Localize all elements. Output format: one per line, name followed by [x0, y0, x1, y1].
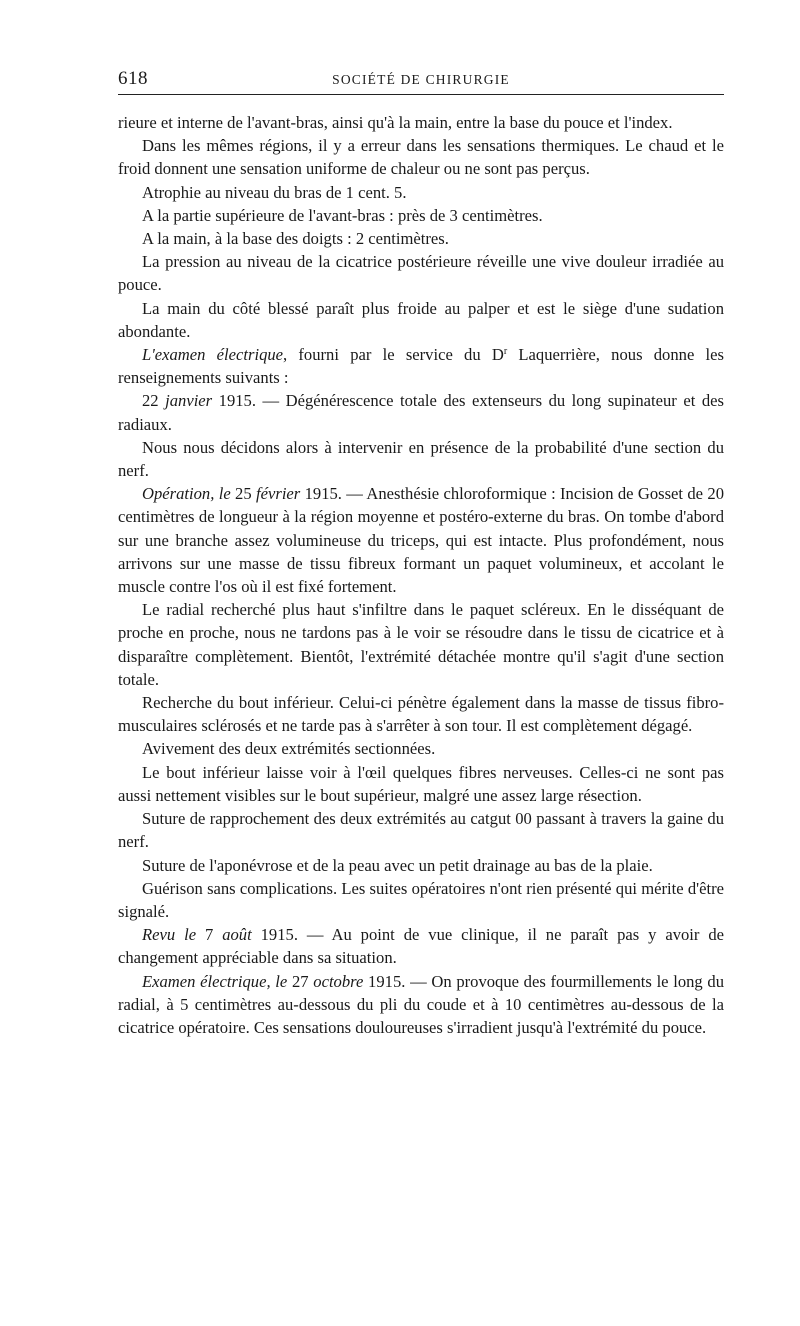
paragraph: La pression au niveau de la cicatrice postérieure réveille une vive douleur irradiée au pouce.: [118, 252, 724, 295]
journal-title: SOCIÉTÉ DE CHIRURGIE: [332, 72, 510, 87]
paragraph: A la partie supérieure de l'avant-bras : près de 3 centimètres.: [142, 205, 543, 225]
paragraph: La main du côté blessé paraît plus froide au palper et est le siège d'une sudation abondante.: [118, 298, 724, 341]
paragraph-electrical-exam-2: [118, 970, 724, 1040]
paragraph-january: [118, 389, 724, 435]
date-month: août: [222, 925, 252, 945]
paragraph-operation: [118, 482, 724, 598]
paragraph: Recherche du bout inférieur. Celui-ci pénètre également dans la masse de tissus fibro-musculaires sclérosés et ne tarde pas à s'arrêter à son tour. Il est complètement dégagé.: [118, 693, 724, 736]
text-run: 1915. — Dégénérescence totale des extenseurs du long supinateur et des radiaux.: [118, 391, 724, 434]
body-text: [118, 111, 724, 1039]
paragraph: rieure et interne de l'avant-bras, ainsi qu'à la main, entre la base du pouce et l'index.: [118, 113, 673, 132]
paragraph: Guérison sans complications. Les suites opératoires n'ont rien présenté qui mérite d'être signalé.: [118, 878, 724, 921]
date-month: janvier: [165, 391, 213, 411]
date-month: octobre: [313, 971, 364, 991]
text-run: Laquerrière, nous donne les renseignements suivants :: [118, 345, 724, 388]
date-number: 22: [142, 391, 166, 411]
paragraph: Suture de l'aponévrose et de la peau avec un petit drainage au bas de la plaie.: [142, 855, 653, 875]
paragraph: Atrophie au niveau du bras de 1 cent. 5.: [142, 182, 407, 202]
paragraph-revu: [118, 923, 724, 969]
paragraph: Suture de rapprochement des deux extrémités au catgut 00 passant à travers la gaine du nerf.: [118, 809, 724, 852]
text-run: , fourni par le service du D: [283, 345, 504, 365]
text-run: 1915. — On provoque des fourmillements le long du radial, à 5 centimètres au-dessous du pli du coude et à 10 centimètres au-dessous de la cicatrice opératoire. Ces sensations douloureuses s'irradient jusqu'à l'extrémité du pouce.: [118, 971, 725, 1037]
date-number: 7: [196, 925, 223, 945]
italic-lead: Revu le: [142, 925, 197, 945]
paragraph-electrical-exam: [118, 343, 724, 389]
italic-lead: Opération, le: [142, 484, 231, 504]
italic-lead: L'examen électrique: [142, 345, 284, 365]
running-head: [118, 60, 724, 95]
superscript: r: [503, 346, 508, 358]
text-run: 1915. — Au point de vue clinique, il ne paraît pas y avoir de changement appréciable dans sa situation.: [118, 925, 724, 968]
date-number: 27: [287, 971, 314, 991]
paragraph: A la main, à la base des doigts : 2 centimètres.: [142, 229, 449, 249]
paragraph: Le bout inférieur laisse voir à l'œil quelques fibres nerveuses. Celles-ci ne sont pas aussi nettement visibles sur le bout supérieur, malgré une assez large résection.: [118, 762, 724, 805]
italic-lead: Examen électrique, le: [142, 971, 288, 991]
paragraph: Avivement des deux extrémités sectionnées.: [142, 739, 436, 759]
paragraph: Dans les mêmes régions, il y a erreur dans les sensations thermiques. Le chaud et le froid donnent une sensation uniforme de chaleur ou ne sont pas perçus.: [118, 136, 724, 179]
page-number: 618: [118, 68, 148, 89]
paragraph: Nous nous décidons alors à intervenir en présence de la probabilité d'une section du nerf.: [118, 437, 724, 481]
text-run: 1915. — Anesthésie chloroformique : Incision de Gosset de 20 centimètres de longueur à la région moyenne et postéro-externe du bras. On tombe d'abord sur une branche assez volumineuse du triceps, qui est intacte. Plus profondément, nous arrivons sur une masse de tissu fibreux formant un paquet volumineux, et accolant le muscle contre l'os où il est fixé fortement.: [118, 484, 724, 597]
document-page: [118, 60, 724, 1039]
paragraph: Le radial recherché plus haut s'infiltre dans le paquet scléreux. En le disséquant de proche en proche, nous ne tardons pas à le voir se résoudre dans le tissu de cicatrice et à disparaître complètement. Bientôt, l'extrémité détachée montre qu'il s'agit d'une section totale.: [118, 600, 724, 689]
date-month: février: [256, 484, 301, 504]
date-number: 25: [230, 484, 257, 504]
